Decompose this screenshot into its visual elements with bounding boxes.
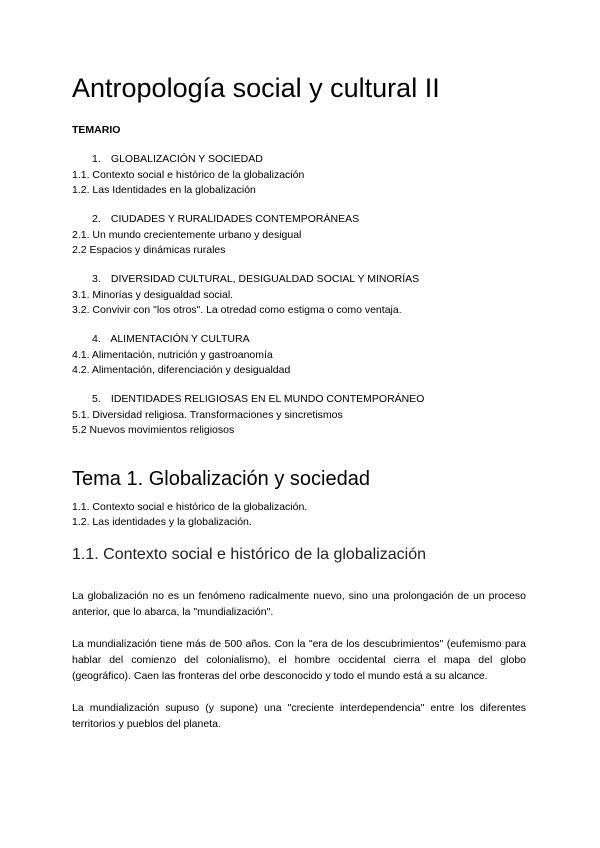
- toc-heading-text: GLOBALIZACIÓN Y SOCIEDAD: [110, 153, 263, 165]
- toc-section: [72, 272, 532, 318]
- table-of-contents: [72, 152, 532, 452]
- toc-section: [72, 212, 532, 258]
- toc-item: 4.2. Alimentación, diferenciación y desigualdad: [72, 364, 291, 376]
- toc-item: 3.2. Convivir con "los otros". La otredad como estigma o como ventaja.: [72, 304, 402, 316]
- tema-subtopics: [72, 500, 307, 530]
- toc-heading: [92, 152, 532, 167]
- toc-item: 1.1. Contexto social e histórico de la globalización: [72, 169, 305, 181]
- body-paragraph: La mundialización tiene más de 500 años. Con la "era de los descubrimientos" (eufemismo para hablar del comienzo del colonialismo), el hombre occidental cierra el mapa del globo (geográfico). Caen las fronteras del orbe desconocido y todo el mundo está a su alcance.: [72, 638, 526, 682]
- toc-heading: [92, 212, 532, 227]
- toc-number: 1.: [92, 153, 101, 165]
- toc-item: 5.1. Diversidad religiosa. Transformaciones y sincretismos: [72, 409, 343, 421]
- toc-section: [72, 332, 532, 378]
- toc-item: 4.1. Alimentación, nutrición y gastroanomía: [72, 349, 273, 361]
- toc-heading-text: ALIMENTACIÓN Y CULTURA: [110, 333, 250, 345]
- toc-heading-text: DIVERSIDAD CULTURAL, DESIGUALDAD SOCIAL Y MINORÍAS: [110, 273, 420, 285]
- toc-item: 5.2 Nuevos movimientos religiosos: [72, 424, 235, 436]
- tema-subtopic: 1.1. Contexto social e histórico de la globalización.: [72, 501, 308, 513]
- toc-number: 3.: [92, 273, 101, 285]
- toc-heading: [92, 272, 532, 287]
- toc-item: 2.1. Un mundo crecientemente urbano y desigual: [72, 229, 302, 241]
- body-paragraph: La mundialización supuso (y supone) una "creciente interdependencia" entre los diferentes territorios y pueblos del planeta.: [72, 702, 526, 730]
- body-paragraph: La globalización no es un fenómeno radicalmente nuevo, sino una prolongación de un proceso anterior, que lo abarca, la "mundialización".: [72, 590, 526, 618]
- toc-heading-text: CIUDADES Y RURALIDADES CONTEMPORÁNEAS: [110, 213, 360, 225]
- toc-number: 5.: [92, 393, 101, 405]
- toc-item: 2.2 Espacios y dinámicas rurales: [72, 244, 226, 256]
- toc-heading: [92, 332, 532, 347]
- section-title: 1.1. Contexto social e histórico de la globalización: [72, 546, 426, 563]
- toc-number: 2.: [92, 213, 101, 225]
- section-body: [72, 588, 526, 748]
- toc-section: [72, 152, 532, 198]
- toc-heading-text: IDENTIDADES RELIGIOSAS EN EL MUNDO CONTEMPORÁNEO: [110, 393, 425, 405]
- toc-item: 1.2. Las Identidades en la globalización: [72, 184, 256, 196]
- tema-title: Tema 1. Globalización y sociedad: [72, 468, 370, 490]
- temario-label: TEMARIO: [72, 124, 121, 136]
- toc-item: 3.1. Minorías y desigualdad social.: [72, 289, 234, 301]
- document-title: Antropología social y cultural II: [72, 73, 440, 103]
- toc-section: [72, 392, 532, 438]
- tema-subtopic: 1.2. Las identidades y la globalización.: [72, 516, 252, 528]
- toc-heading: [92, 392, 532, 407]
- toc-number: 4.: [92, 333, 101, 345]
